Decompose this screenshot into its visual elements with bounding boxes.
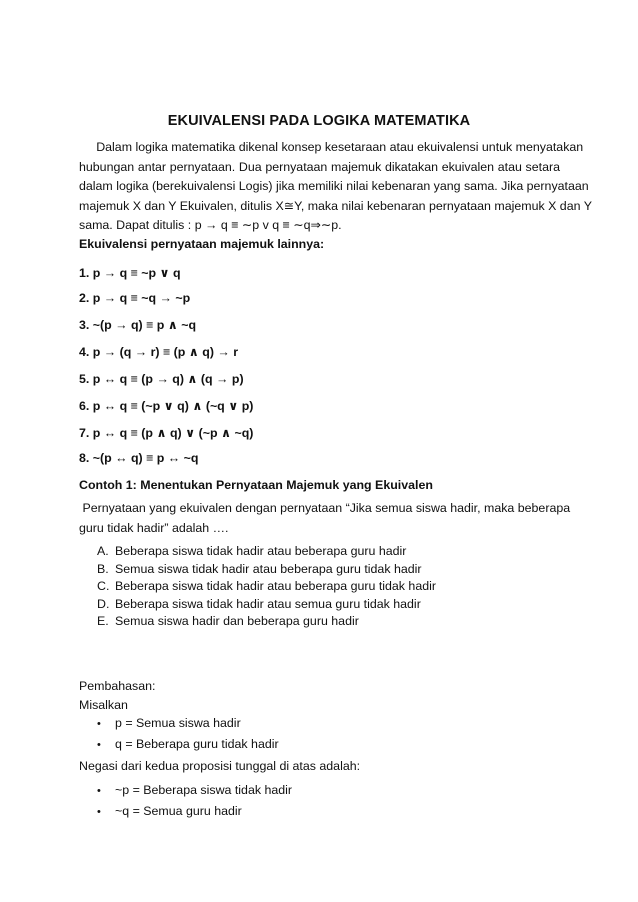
bullet-icon: •: [97, 718, 101, 730]
list-item: [97, 735, 279, 756]
option-key: B.: [97, 561, 109, 576]
bullet-icon: •: [97, 738, 101, 751]
option-text: Beberapa siswa tidak hadir atau beberapa guru tidak hadir: [115, 579, 436, 593]
question-line: guru tidak hadir” adalah ….: [79, 520, 229, 535]
intro-line: dalam logika (berekuivalensi Logis) jika memiliki nilai kebenaran yang sama. Jika pernyataan: [79, 179, 589, 194]
equivalence-item: 5. p ↔ q ≡ (p → q) ∧ (q → p): [79, 372, 244, 386]
equivalence-item: 7. p ↔ q ≡ (p ∧ q) ∨ (~p ∧ ~q): [79, 426, 254, 440]
subheading: Ekuivalensi pernyataan majemuk lainnya:: [79, 237, 325, 251]
bullet-icon: •: [97, 785, 101, 797]
option-text: Semua siswa hadir dan beberapa guru hadir: [115, 614, 359, 628]
intro-line: Dalam logika matematika dikenal konsep kesetaraan atau ekuivalensi untuk menyatakan: [79, 140, 584, 154]
equivalence-item: 2. p → q ≡ ~q → ~p: [79, 291, 191, 305]
option-key: A.: [97, 544, 109, 558]
option-text: Semua siswa tidak hadir atau beberapa guru tidak hadir: [115, 561, 422, 576]
equivalence-item: 4. p → (q → r) ≡ (p ∧ q) → r: [79, 345, 239, 359]
answer-options: [97, 543, 436, 631]
suppose-label: Misalkan: [79, 698, 128, 712]
question-line: Pernyataan yang ekuivalen dengan pernyataan “Jika semua siswa hadir, maka beberapa: [79, 501, 571, 515]
page-title: EKUIVALENSI PADA LOGIKA MATEMATIKA: [167, 113, 471, 129]
option-b[interactable]: [97, 561, 436, 579]
equivalence-item: 8. ~(p ↔ q) ≡ p ↔ ~q: [79, 451, 199, 465]
option-c[interactable]: [97, 578, 436, 596]
example-heading: Contoh 1: Menentukan Pernyataan Majemuk yang Ekuivalen: [79, 478, 433, 492]
intro-line: sama. Dapat ditulis : p → q ≡ ∼p v q ≡ ∼q⇒∼p.: [79, 218, 342, 233]
option-e[interactable]: [97, 613, 436, 631]
negation-list: [97, 781, 292, 822]
option-key: E.: [97, 614, 109, 628]
negation-label: Negasi dari kedua proposisi tunggal di atas adalah:: [79, 759, 361, 773]
list-item-text: ~q = Semua guru hadir: [115, 803, 242, 818]
discussion-label: Pembahasan:: [79, 679, 156, 693]
option-a[interactable]: [97, 543, 436, 561]
list-item: [97, 802, 292, 823]
option-key: C.: [97, 579, 110, 593]
question-paragraph: [79, 499, 571, 538]
list-item: [97, 714, 279, 735]
option-text: Beberapa siswa tidak hadir atau beberapa guru hadir: [115, 544, 407, 558]
equivalence-item: 6. p ↔ q ≡ (~p ∨ q) ∧ (~q ∨ p): [79, 399, 254, 413]
intro-paragraph: [79, 138, 592, 236]
option-text: Beberapa siswa tidak hadir atau semua guru tidak hadir: [115, 596, 421, 611]
list-item: [97, 781, 292, 802]
equivalence-item: 3. ~(p → q) ≡ p ∧ ~q: [79, 318, 197, 332]
intro-line: majemuk X dan Y Ekuivalen, ditulis X≅Y, maka nilai kebenaran pernyataan majemuk X dan Y: [79, 198, 592, 213]
option-key: D.: [97, 596, 110, 611]
list-item-text: ~p = Beberapa siswa tidak hadir: [115, 783, 293, 797]
intro-line: hubungan antar pernyataan. Dua pernyataan majemuk dikatakan ekuivalen atau setara: [79, 159, 560, 174]
option-d[interactable]: [97, 596, 436, 614]
suppose-list: [97, 714, 279, 755]
equivalence-item: 1. p → q ≡ ~p ∨ q: [79, 266, 181, 280]
list-item-text: p = Semua siswa hadir: [115, 716, 241, 730]
bullet-icon: •: [97, 805, 101, 818]
list-item-text: q = Beberapa guru tidak hadir: [115, 736, 279, 751]
